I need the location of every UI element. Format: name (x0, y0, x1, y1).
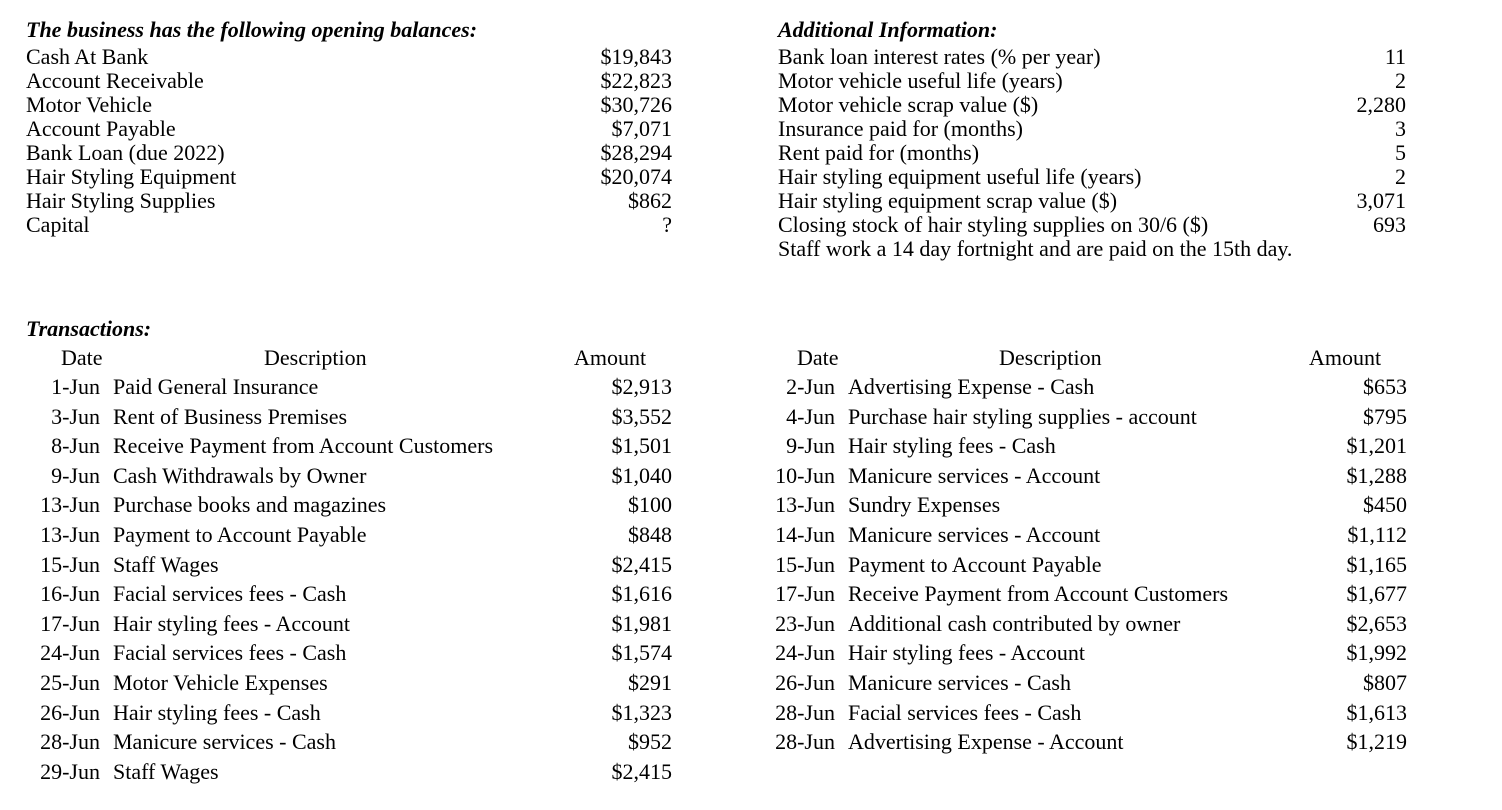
row-date: 4-Jun (786, 403, 835, 429)
row-amount: $1,201 (1346, 433, 1407, 459)
row-date: 24-Jun (775, 640, 835, 666)
left-amount-header: Amount (574, 345, 647, 370)
row-amount: $1,112 (1347, 521, 1407, 547)
item-label: Motor vehicle useful life (years) (778, 68, 1063, 93)
row-amount: $1,165 (1346, 551, 1407, 577)
row-description: Manicure services - Cash (113, 729, 336, 755)
list-item (778, 213, 1408, 237)
row-amount: $1,616 (611, 581, 672, 607)
table-row (755, 463, 1415, 493)
table-row (20, 463, 680, 493)
row-description: Hair styling fees - Account (113, 610, 351, 636)
row-amount: $653 (1363, 374, 1407, 399)
list-item (778, 165, 1408, 189)
row-description: Paid General Insurance (113, 374, 319, 399)
item-value: $28,294 (600, 140, 672, 165)
row-amount: $1,992 (1346, 640, 1407, 666)
item-value: $30,726 (600, 92, 672, 117)
list-item (778, 117, 1408, 141)
row-amount: $1,677 (1346, 581, 1407, 607)
row-amount: $1,613 (1346, 699, 1407, 725)
item-label: Bank loan interest rates (% per year) (778, 44, 1101, 69)
item-label: Insurance paid for (months) (778, 116, 1023, 141)
list-item (26, 141, 676, 165)
row-description: Facial services fees - Cash (113, 581, 347, 607)
row-description: Hair styling fees - Cash (848, 433, 1056, 459)
row-amount: $1,501 (611, 433, 672, 459)
table-row (20, 492, 680, 522)
row-date: 9-Jun (786, 433, 835, 459)
item-label: Hair styling equipment scrap value ($) (778, 188, 1118, 213)
row-description: Sundry Expenses (848, 492, 1001, 518)
right-amount-header: Amount (1309, 345, 1382, 370)
row-description: Manicure services - Account (848, 521, 1101, 547)
row-date: 3-Jun (51, 403, 100, 429)
item-value: $22,823 (600, 68, 672, 93)
table-row (20, 729, 680, 759)
table-row (755, 433, 1415, 463)
item-value: 3 (1395, 116, 1406, 141)
table-row (20, 759, 680, 789)
right-transactions-table (755, 374, 1415, 759)
item-label: Bank Loan (due 2022) (26, 140, 225, 165)
table-row (755, 522, 1415, 552)
list-item (778, 45, 1408, 69)
item-label: Capital (26, 212, 90, 237)
row-date: 13-Jun (40, 521, 100, 547)
row-description: Advertising Expense - Account (848, 729, 1124, 755)
row-description: Staff Wages (113, 551, 219, 577)
row-date: 28-Jun (775, 729, 835, 755)
row-description: Receive Payment from Account Customers (848, 581, 1229, 607)
table-row (20, 670, 680, 700)
row-date: 13-Jun (40, 492, 100, 518)
row-date: 24-Jun (40, 640, 100, 666)
staff-note: Staff work a 14 day fortnight and are paid on the 15th day. (778, 236, 1293, 261)
item-value: 693 (1373, 212, 1406, 237)
row-description: Hair styling fees - Cash (113, 699, 321, 725)
item-label: Account Payable (26, 116, 176, 141)
row-date: 1-Jun (51, 374, 100, 399)
list-item (778, 69, 1408, 93)
table-row (755, 670, 1415, 700)
right-description-header: Description (999, 345, 1102, 370)
row-amount: $952 (628, 729, 672, 755)
left-description-header: Description (264, 345, 367, 370)
row-amount: $2,653 (1346, 610, 1407, 636)
left-transactions-table (20, 374, 680, 788)
item-label: Cash At Bank (26, 44, 149, 69)
table-row (755, 700, 1415, 730)
item-label: Hair Styling Equipment (26, 164, 237, 189)
row-amount: $795 (1363, 403, 1407, 429)
row-description: Receive Payment from Account Customers (113, 433, 494, 459)
row-description: Manicure services - Account (848, 462, 1101, 488)
opening-balances-list (26, 45, 676, 237)
left-date-header: Date (61, 345, 103, 370)
table-row (20, 581, 680, 611)
opening-balances-title: The business has the following opening balances: (26, 17, 478, 42)
row-amount: $1,323 (611, 699, 672, 725)
row-description: Hair styling fees - Account (848, 640, 1086, 666)
right-date-header: Date (797, 345, 839, 370)
row-amount: $1,981 (611, 610, 672, 636)
item-label: Motor vehicle scrap value ($) (778, 92, 1039, 117)
row-description: Purchase hair styling supplies - account (848, 403, 1197, 429)
table-row (20, 611, 680, 641)
row-description: Staff Wages (113, 758, 219, 784)
row-description: Cash Withdrawals by Owner (113, 462, 367, 488)
item-label: Closing stock of hair styling supplies on 30/6 ($) (778, 212, 1209, 237)
table-row (755, 492, 1415, 522)
table-row (755, 581, 1415, 611)
row-date: 14-Jun (775, 521, 835, 547)
table-row (20, 552, 680, 582)
row-date: 15-Jun (40, 551, 100, 577)
item-label: Account Receivable (26, 68, 204, 93)
list-item (26, 93, 676, 117)
item-value: $862 (628, 188, 672, 213)
row-amount: $2,415 (611, 758, 672, 784)
row-date: 9-Jun (51, 462, 100, 488)
item-value: 2 (1395, 68, 1406, 93)
list-item (26, 213, 676, 237)
row-date: 28-Jun (40, 729, 100, 755)
row-date: 16-Jun (40, 581, 100, 607)
item-value: $7,071 (611, 116, 672, 141)
item-value: 2,280 (1356, 92, 1406, 117)
additional-info-title: Additional Information: (778, 17, 998, 42)
list-item (778, 93, 1408, 117)
table-row (755, 611, 1415, 641)
row-description: Payment to Account Payable (848, 551, 1102, 577)
item-value: 3,071 (1356, 188, 1406, 213)
list-item (26, 45, 676, 69)
table-row (20, 374, 680, 404)
table-row (755, 374, 1415, 404)
row-amount: $3,552 (611, 403, 672, 429)
row-amount: $2,415 (611, 551, 672, 577)
list-item (26, 69, 676, 93)
row-description: Facial services fees - Cash (113, 640, 347, 666)
row-date: 13-Jun (775, 492, 835, 518)
row-amount: $1,574 (611, 640, 672, 666)
row-description: Advertising Expense - Cash (848, 374, 1095, 399)
list-item (778, 141, 1408, 165)
row-date: 26-Jun (775, 669, 835, 695)
row-date: 28-Jun (775, 699, 835, 725)
additional-info-list (778, 45, 1408, 261)
row-amount: $1,219 (1346, 729, 1407, 755)
row-amount: $450 (1363, 492, 1407, 518)
table-row (20, 640, 680, 670)
row-description: Additional cash contributed by owner (848, 610, 1181, 636)
row-amount: $100 (628, 492, 672, 518)
row-description: Payment to Account Payable (113, 521, 367, 547)
table-row (755, 729, 1415, 759)
row-date: 26-Jun (40, 699, 100, 725)
row-date: 15-Jun (775, 551, 835, 577)
row-date: 10-Jun (775, 462, 835, 488)
item-value: 11 (1384, 44, 1406, 69)
row-amount: $848 (628, 521, 672, 547)
item-value: $20,074 (600, 164, 672, 189)
row-description: Manicure services - Cash (848, 669, 1071, 695)
row-amount: $1,040 (611, 462, 672, 488)
table-row (755, 404, 1415, 434)
row-date: 25-Jun (40, 669, 100, 695)
row-description: Motor Vehicle Expenses (113, 669, 328, 695)
row-date: 23-Jun (775, 610, 835, 636)
list-item (26, 165, 676, 189)
item-label: Motor Vehicle (26, 92, 153, 117)
row-description: Purchase books and magazines (113, 492, 387, 518)
item-value: ? (662, 212, 672, 237)
transactions-title: Transactions: (26, 316, 152, 341)
row-date: 8-Jun (51, 433, 100, 459)
row-date: 17-Jun (40, 610, 100, 636)
row-description: Rent of Business Premises (113, 403, 348, 429)
table-row (20, 700, 680, 730)
item-value: 5 (1395, 140, 1406, 165)
table-row (20, 404, 680, 434)
list-item (778, 189, 1408, 213)
item-value: 2 (1395, 164, 1406, 189)
table-row (755, 640, 1415, 670)
row-description: Facial services fees - Cash (848, 699, 1082, 725)
item-label: Hair Styling Supplies (26, 188, 216, 213)
row-amount: $1,288 (1346, 462, 1407, 488)
item-label: Rent paid for (months) (778, 140, 980, 165)
table-row (20, 433, 680, 463)
row-date: 17-Jun (775, 581, 835, 607)
row-amount: $807 (1363, 669, 1407, 695)
row-date: 29-Jun (40, 758, 100, 784)
item-value: $19,843 (600, 44, 672, 69)
row-date: 2-Jun (786, 374, 835, 399)
list-item (26, 117, 676, 141)
item-label: Hair styling equipment useful life (years) (778, 164, 1142, 189)
row-amount: $2,913 (611, 374, 672, 399)
table-row (20, 522, 680, 552)
list-item (26, 189, 676, 213)
row-amount: $291 (628, 669, 672, 695)
table-row (755, 552, 1415, 582)
